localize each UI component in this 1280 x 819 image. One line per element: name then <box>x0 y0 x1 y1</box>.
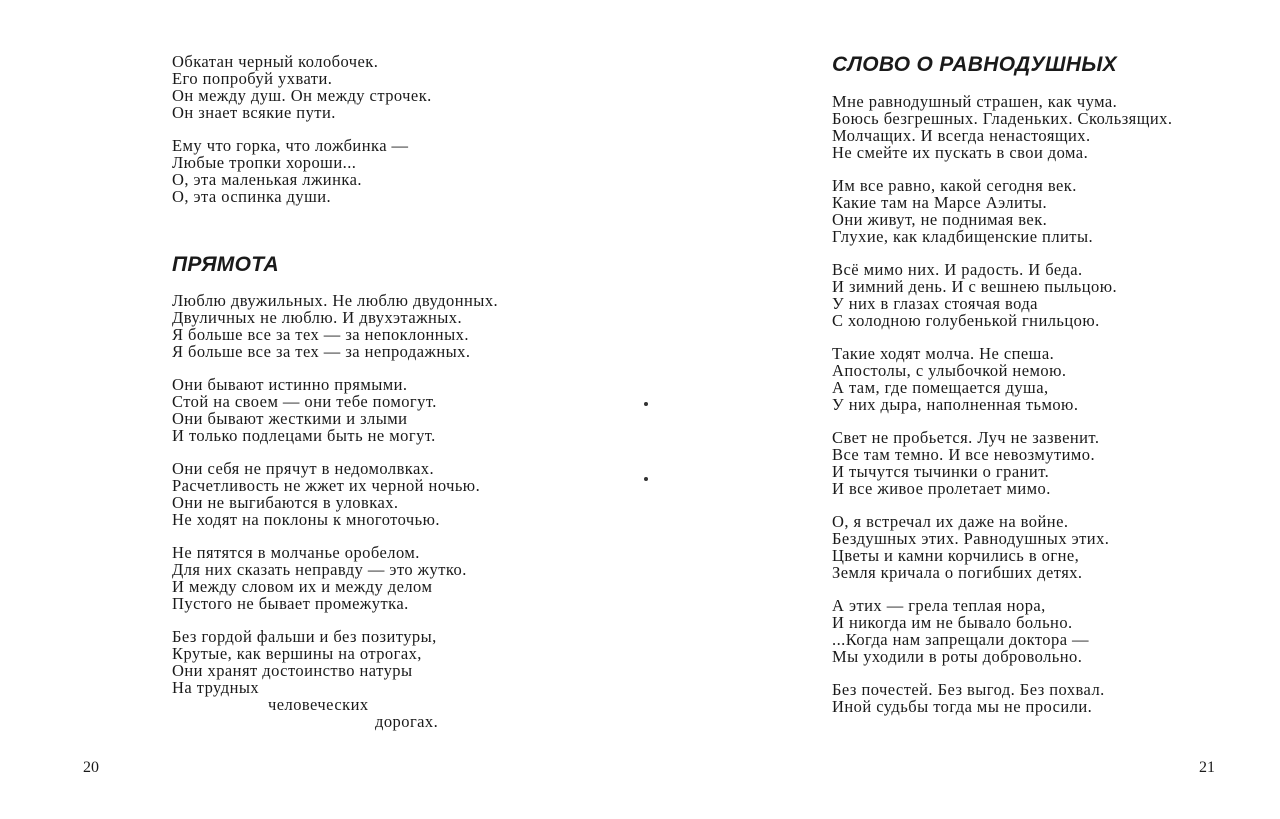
poem-line: Все там темно. И все невозмутимо. <box>832 445 1096 464</box>
poem-line: И все живое пролетает мимо. <box>832 479 1051 498</box>
poem-line: На трудных <box>172 678 260 697</box>
poem-title: ПРЯМОТА <box>172 253 280 276</box>
poem-line: Я больше все за тех — за непродажных. <box>172 342 471 361</box>
poem-line: Какие там на Марсе Аэлиты. <box>832 193 1048 212</box>
poem-line: Стой на своем — они тебе помогут. <box>172 392 437 411</box>
poem-line: Обкатан черный колобочек. <box>172 52 379 71</box>
poem-line: Для них сказать неправду — это жутко. <box>172 560 467 579</box>
print-speck <box>644 402 648 406</box>
stanza <box>832 177 1172 245</box>
poem-line: Мне равнодушный страшен, как чума. <box>832 92 1118 111</box>
poem-line: И только подлецами быть не могут. <box>172 426 436 445</box>
stanza <box>172 460 498 528</box>
stanza <box>832 345 1172 413</box>
poem-line: Без гордой фальши и без позитуры, <box>172 627 437 646</box>
stanza <box>172 628 498 730</box>
poem-title: СЛОВО О РАВНОДУШНЫХ <box>832 53 1117 76</box>
poem-line: Люблю двужильных. Не люблю двудонных. <box>172 291 499 310</box>
poem-line: И никогда им не бывало больно. <box>832 613 1073 632</box>
poem-line: Крутые, как вершины на отрогах, <box>172 644 422 663</box>
poem-line: А там, где помещается душа, <box>832 378 1049 397</box>
poem-line: Он между душ. Он между строчек. <box>172 86 432 105</box>
poem-line: Апостолы, с улыбочкой немою. <box>832 361 1067 380</box>
poem-line: Его попробуй ухвати. <box>172 69 333 88</box>
poem-line: Бездушных этих. Равнодушных этих. <box>832 529 1110 548</box>
stanza <box>172 137 498 205</box>
right-page-text <box>832 53 1172 731</box>
poem-line: Ему что горка, что ложбинка — <box>172 136 409 155</box>
stanza <box>172 53 498 121</box>
page-number-right: 21 <box>1199 759 1215 776</box>
stanza <box>832 429 1172 497</box>
poem-line: Мы уходили в роты добровольно. <box>832 647 1083 666</box>
poem-line: Они не выгибаются в уловках. <box>172 493 399 512</box>
poem-line: Молчащих. И всегда ненастоящих. <box>832 126 1091 145</box>
poem-line: Они живут, не поднимая век. <box>832 210 1048 229</box>
print-speck <box>644 477 648 481</box>
poem-line: Всё мимо них. И радость. И беда. <box>832 260 1083 279</box>
poem-line: Не смейте их пускать в свои дома. <box>832 143 1089 162</box>
poem-line: Не пятятся в молчанье оробелом. <box>172 543 420 562</box>
poem-line: Они бывают жесткими и злыми <box>172 409 408 428</box>
poem-line: Я больше все за тех — за непоклонных. <box>172 325 469 344</box>
stanza <box>172 544 498 612</box>
poem-line: И зимний день. И с вешнею пыльцою. <box>832 277 1118 296</box>
poem-line: Они себя не прячут в недомолвках. <box>172 459 435 478</box>
poem-line: Пустого не бывает промежутка. <box>172 594 409 613</box>
poem-line: Любые тропки хороши... <box>172 153 357 172</box>
stanza <box>832 513 1172 581</box>
poem-line: Такие ходят молча. Не спеша. <box>832 344 1055 363</box>
poem-line: Им все равно, какой сегодня век. <box>832 176 1077 195</box>
poem-line: Они хранят достоинство натуры <box>172 661 413 680</box>
poem-line: Цветы и камни корчились в огне, <box>832 546 1080 565</box>
stanza <box>832 93 1172 161</box>
poem-line: С холодною голубенькой гнильцою. <box>832 311 1100 330</box>
poem-line: О, эта оспинка души. <box>172 187 332 206</box>
poem-line: А этих — грела теплая нора, <box>832 596 1046 615</box>
poem-line: Земля кричала о погибших детях. <box>832 563 1083 582</box>
stanza <box>172 376 498 444</box>
poem-line: Без почестей. Без выгод. Без похвал. <box>832 680 1105 699</box>
stanza <box>832 597 1172 665</box>
poem-line: человеческих <box>268 695 369 714</box>
poem-line: О, эта маленькая лжинка. <box>172 170 362 189</box>
poem-line: Боюсь безгрешных. Гладеньких. Скользящих. <box>832 109 1173 128</box>
poem-line: дорогах. <box>375 712 439 731</box>
poem-line: И тычутся тычинки о гранит. <box>832 462 1050 481</box>
poem-line: Иной судьбы тогда мы не просили. <box>832 697 1093 716</box>
poem-line: И между словом их и между делом <box>172 577 433 596</box>
stanza <box>172 292 498 360</box>
poem-line: ...Когда нам запрещали доктора — <box>832 630 1089 649</box>
poem-line: Расчетливость не жжет их черной ночью. <box>172 476 481 495</box>
poem-line: Они бывают истинно прямыми. <box>172 375 408 394</box>
poem-line: Двуличных не люблю. И двухэтажных. <box>172 308 463 327</box>
poem-line: Не ходят на поклоны к многоточью. <box>172 510 440 529</box>
stanza <box>832 261 1172 329</box>
left-page-text <box>172 53 498 746</box>
poem-line: Свет не пробьется. Луч не зазвенит. <box>832 428 1100 447</box>
page-number-left: 20 <box>83 759 99 776</box>
poem-line: У них дыра, наполненная тьмою. <box>832 395 1079 414</box>
poem-line: Он знает всякие пути. <box>172 103 336 122</box>
stanza <box>832 681 1172 715</box>
poem-line: Глухие, как кладбищенские плиты. <box>832 227 1094 246</box>
poem-line: О, я встречал их даже на войне. <box>832 512 1069 531</box>
poem-line: У них в глазах стоячая вода <box>832 294 1038 313</box>
